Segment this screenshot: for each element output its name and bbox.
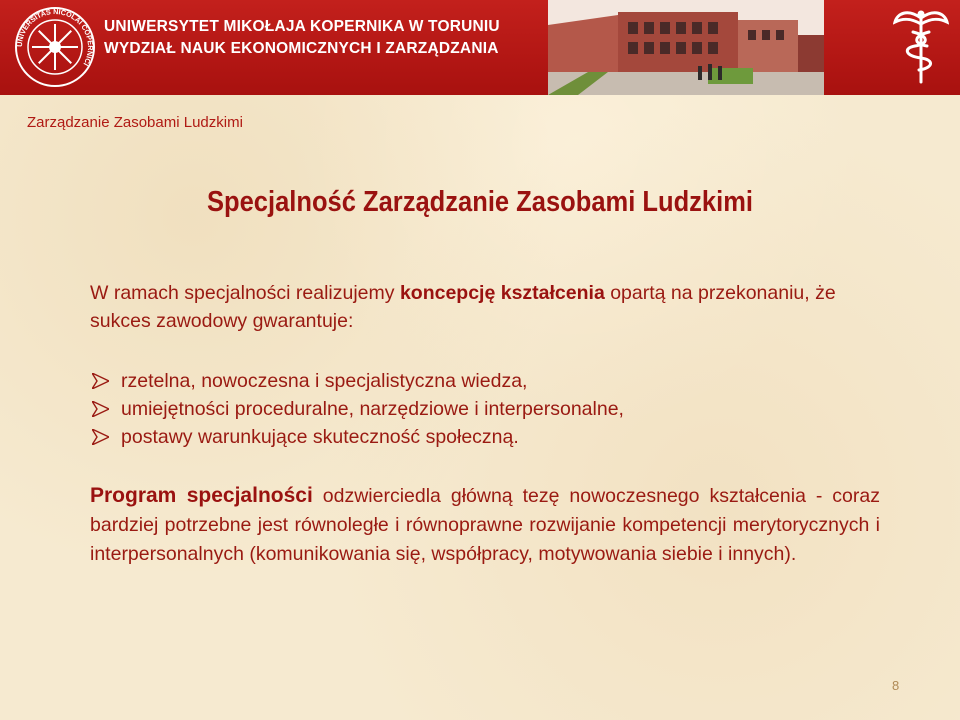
university-name <box>104 16 500 60</box>
bullet-text: rzetelna, nowoczesna i specjalistyczna wiedza, <box>121 370 528 392</box>
university-name-line1: UNIWERSYTET MIKOŁAJA KOPERNIKA W TORUNIU <box>104 18 500 35</box>
program-paragraph <box>90 481 880 569</box>
arrow-bullet-icon <box>92 401 109 417</box>
campus-photo <box>548 0 824 95</box>
arrow-bullet-icon <box>92 429 109 445</box>
university-seal-icon <box>14 6 96 88</box>
page-number: 8 <box>892 678 900 693</box>
list-item <box>90 367 890 395</box>
list-item <box>90 423 890 451</box>
slide-title: Specjalność Zarządzanie Zasobami Ludzkimi <box>206 186 754 218</box>
svg-text:UNIVERSITAS NICOLAI COPERNICI: UNIVERSITAS NICOLAI COPERNICI <box>14 6 96 68</box>
header-banner <box>0 0 960 95</box>
bullet-text: umiejętności proceduralne, narzędziowe i interpersonalne, <box>121 398 624 420</box>
bullet-text: postawy warunkujące skuteczność społeczną. <box>121 426 519 448</box>
list-item <box>90 395 890 423</box>
arrow-bullet-icon <box>92 373 109 389</box>
intro-text-after: opartą na przekonaniu, że sukces zawodowy gwarantuje: <box>90 282 836 332</box>
university-name-line2: WYDZIAŁ NAUK EKONOMICZNYCH I ZARZĄDZANIA <box>104 40 499 57</box>
caduceus-logo-icon <box>893 6 949 86</box>
bullet-list <box>90 367 890 451</box>
intro-bold-text: koncepcję kształcenia <box>399 282 605 304</box>
program-text: odzwierciedla główną tezę nowoczesnego kształcenia - coraz bardziej potrzebne jest równoległe i równoprawne rozwijanie kompetencji merytorycznych i interpersonalnych (komunikowania się, współpracy, motywowania siebie i innych). <box>90 485 880 565</box>
slide-subtitle: Zarządzanie Zasobami Ludzkimi <box>27 114 243 131</box>
intro-text-before: W ramach specjalności realizujemy <box>90 282 400 304</box>
program-bold-text: Program specjalności <box>90 484 313 507</box>
intro-paragraph <box>90 279 890 335</box>
